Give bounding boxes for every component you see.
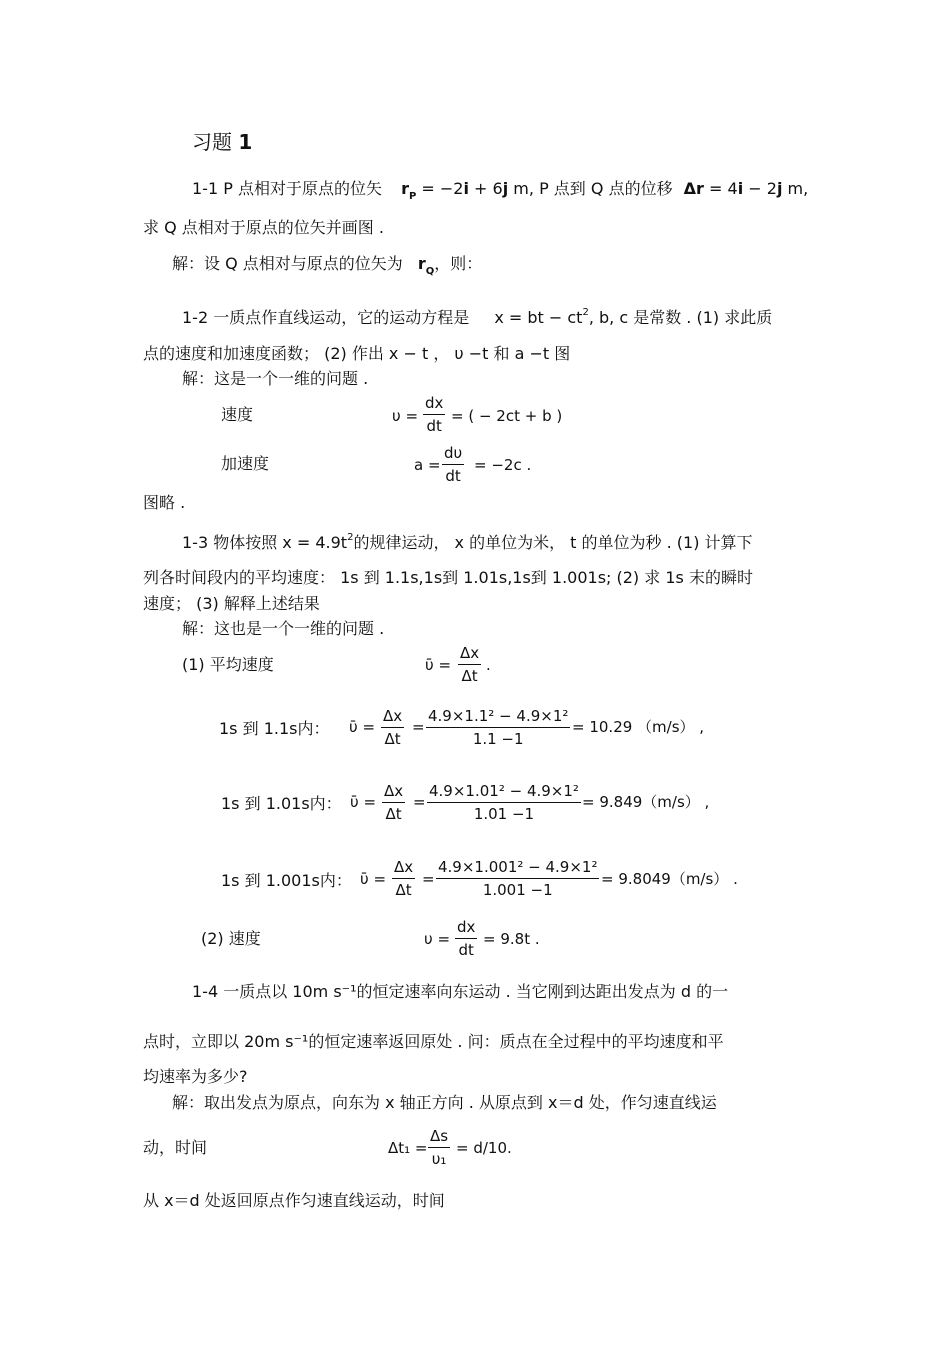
- average-velocity-label: (1) 平均速度: [182, 655, 274, 674]
- velocity-lhs: υ =: [392, 407, 419, 425]
- denominator: Δt: [461, 667, 478, 685]
- avg-lhs: ῡ =: [425, 656, 452, 674]
- numerator: Δx: [384, 782, 404, 800]
- problem-1-3-line1: [182, 532, 753, 552]
- numerator: Δx: [394, 858, 414, 876]
- numerator: dυ: [444, 444, 463, 462]
- problem-1-2-solution: 解：这是一个一维的问题 .: [182, 369, 369, 388]
- interval-2-dxdt: [382, 783, 405, 822]
- avg-period: .: [486, 656, 491, 674]
- minus: − 2: [743, 179, 777, 198]
- instant-velocity-rhs: = 9.8t .: [483, 930, 540, 948]
- text: 1-2 一质点作直线运动，它的运动方程是: [182, 308, 470, 327]
- acceleration-fraction: [442, 445, 464, 484]
- unit: m,: [782, 179, 809, 198]
- text: 的规律运动， x 的单位为米， t 的单位为秒 . (1) 计算下: [353, 533, 753, 552]
- acceleration-label: 加速度: [221, 454, 270, 473]
- velocity-rhs: = ( − 2ct + b ): [451, 407, 563, 425]
- text: , b, c 是常数 . (1) 求此质: [588, 308, 773, 327]
- denominator: 1.1 −1: [472, 730, 524, 748]
- fraction-bar: [428, 1147, 450, 1148]
- interval-2-label: 1s 到 1.01s内：: [221, 794, 342, 813]
- title-prefix: 习题: [192, 130, 232, 154]
- problem-1-3-solution: 解：这也是一个一维的问题 .: [182, 619, 385, 638]
- numerator: 4.9×1.1² − 4.9×1²: [428, 707, 569, 725]
- interval-2-result: = 9.849（m/s） ,: [582, 793, 710, 811]
- problem-1-1-line2: 求 Q 点相对于原点的位矢并画图 .: [143, 218, 384, 237]
- i-unit: i: [463, 179, 469, 198]
- problem-1-4-line5: 动，时间: [143, 1138, 208, 1157]
- superscript: 2: [347, 532, 354, 543]
- fraction-bar: [423, 414, 445, 415]
- numerator: dx: [425, 394, 444, 412]
- denominator: 1.001 −1: [482, 881, 553, 899]
- text: ，则：: [434, 254, 483, 273]
- time-fraction: [428, 1128, 450, 1167]
- eq: = −2: [416, 179, 464, 198]
- fraction-bar: [436, 878, 599, 879]
- text: 1-1 P 点相对于原点的位矢: [192, 179, 382, 198]
- fraction-bar: [426, 727, 570, 728]
- eq: = 4: [703, 179, 738, 198]
- interval-3-lhs: ῡ =: [360, 870, 387, 888]
- rp-vector: [401, 179, 534, 202]
- acceleration-lhs: a =: [414, 456, 441, 474]
- problem-1-4-solution: 解：取出发点为原点，向东为 x 轴正方向 . 从原点到 x＝d 处，作匀速直线运: [172, 1093, 717, 1112]
- acceleration-rhs: = −2c .: [474, 456, 532, 474]
- r-symbol: r: [401, 179, 409, 198]
- title-number: 1: [238, 130, 253, 154]
- problem-1-2-line1: [182, 307, 773, 327]
- interval-3-dxdt: [392, 859, 415, 898]
- problem-1-4-line6: 从 x＝d 处返回原点作匀速直线运动，时间: [143, 1191, 445, 1210]
- denominator: Δt: [384, 730, 401, 748]
- subscript: Q: [425, 266, 435, 277]
- r-symbol: r: [417, 254, 426, 273]
- denominator: Δt: [395, 881, 412, 899]
- interval-3-result: = 9.8049（m/s） .: [601, 870, 738, 888]
- problem-1-3-line3: 速度； (3) 解释上述结果: [143, 594, 320, 613]
- figure-omitted: 图略 .: [143, 493, 186, 512]
- interval-1-fraction: [426, 708, 570, 747]
- interval-3-fraction: [436, 859, 599, 898]
- rq-vector: [417, 254, 435, 277]
- time-rhs: = d/10.: [456, 1139, 512, 1157]
- equals: =: [413, 793, 426, 811]
- fraction-bar: [381, 727, 404, 728]
- denominator: dt: [426, 417, 442, 435]
- problem-1-1-line1: [192, 179, 809, 202]
- interval-2-fraction: [427, 783, 581, 822]
- numerator: 4.9×1.001² − 4.9×1²: [438, 858, 598, 876]
- instant-velocity-label: (2) 速度: [201, 929, 261, 948]
- denominator: Δt: [385, 805, 402, 823]
- numerator: 4.9×1.01² − 4.9×1²: [429, 782, 579, 800]
- text: P 点到 Q 点的位移: [539, 179, 673, 198]
- equals: =: [412, 718, 425, 736]
- instant-velocity-lhs: υ =: [424, 930, 451, 948]
- interval-1-lhs: ῡ =: [349, 718, 376, 736]
- time-lhs: Δt₁ =: [388, 1139, 428, 1157]
- interval-1-label: 1s 到 1.1s内：: [219, 719, 330, 738]
- velocity-fraction: [423, 395, 445, 434]
- problem-1-4-line2: 点时，立即以 20m s⁻¹的恒定速率返回原处 . 问：质点在全过程中的平均速度和平: [143, 1032, 724, 1051]
- numerator: Δx: [383, 707, 403, 725]
- i-unit: i: [737, 179, 744, 198]
- fraction-bar: [455, 938, 477, 939]
- numerator: Δx: [460, 644, 480, 662]
- equals: =: [422, 870, 435, 888]
- denominator: dt: [445, 467, 461, 485]
- fraction-bar: [427, 802, 581, 803]
- plus: + 6: [468, 179, 503, 198]
- problem-1-1-solution: [172, 254, 483, 277]
- interval-3-label: 1s 到 1.001s内：: [221, 871, 352, 890]
- dr-vector: [684, 179, 809, 198]
- dr-symbol: Δr: [683, 179, 704, 198]
- fraction-bar: [458, 664, 481, 665]
- text: 解：设 Q 点相对与原点的位矢为: [172, 254, 403, 273]
- denominator: dt: [458, 941, 474, 959]
- equation: x = bt − ct: [494, 308, 583, 327]
- numerator: Δs: [430, 1127, 449, 1145]
- j-unit: j: [502, 179, 509, 198]
- text: 1-3 物体按照 x = 4.9t: [182, 533, 348, 552]
- avg-fraction: [458, 645, 481, 684]
- j-unit: j: [776, 179, 783, 198]
- denominator: υ₁: [431, 1150, 447, 1168]
- fraction-bar: [442, 464, 464, 465]
- fraction-bar: [392, 878, 415, 879]
- fraction-bar: [382, 802, 405, 803]
- subscript: P: [408, 191, 417, 202]
- interval-1-result: = 10.29 （m/s） ,: [572, 718, 705, 736]
- interval-2-lhs: ῡ =: [350, 793, 377, 811]
- numerator: dx: [457, 918, 476, 936]
- problem-1-4-line3: 均速率为多少?: [143, 1067, 248, 1086]
- velocity-label: 速度: [221, 405, 254, 424]
- instant-velocity-fraction: [455, 919, 477, 958]
- problem-1-4-line1: 1-4 一质点以 10m s⁻¹的恒定速率向东运动 . 当它刚到达距出发点为 d 的一: [192, 982, 729, 1001]
- superscript: 2: [582, 307, 589, 318]
- problem-1-2-line2: 点的速度和加速度函数； (2) 作出 x − t ， υ −t 和 a −t 图: [143, 344, 571, 363]
- denominator: 1.01 −1: [473, 805, 535, 823]
- unit: m,: [508, 179, 534, 198]
- interval-1-dxdt: [381, 708, 404, 747]
- page-title: [192, 132, 252, 152]
- problem-1-3-line2: 列各时间段内的平均速度： 1s 到 1.1s,1s到 1.01s,1s到 1.001s; (2) 求 1s 末的瞬时: [143, 568, 753, 587]
